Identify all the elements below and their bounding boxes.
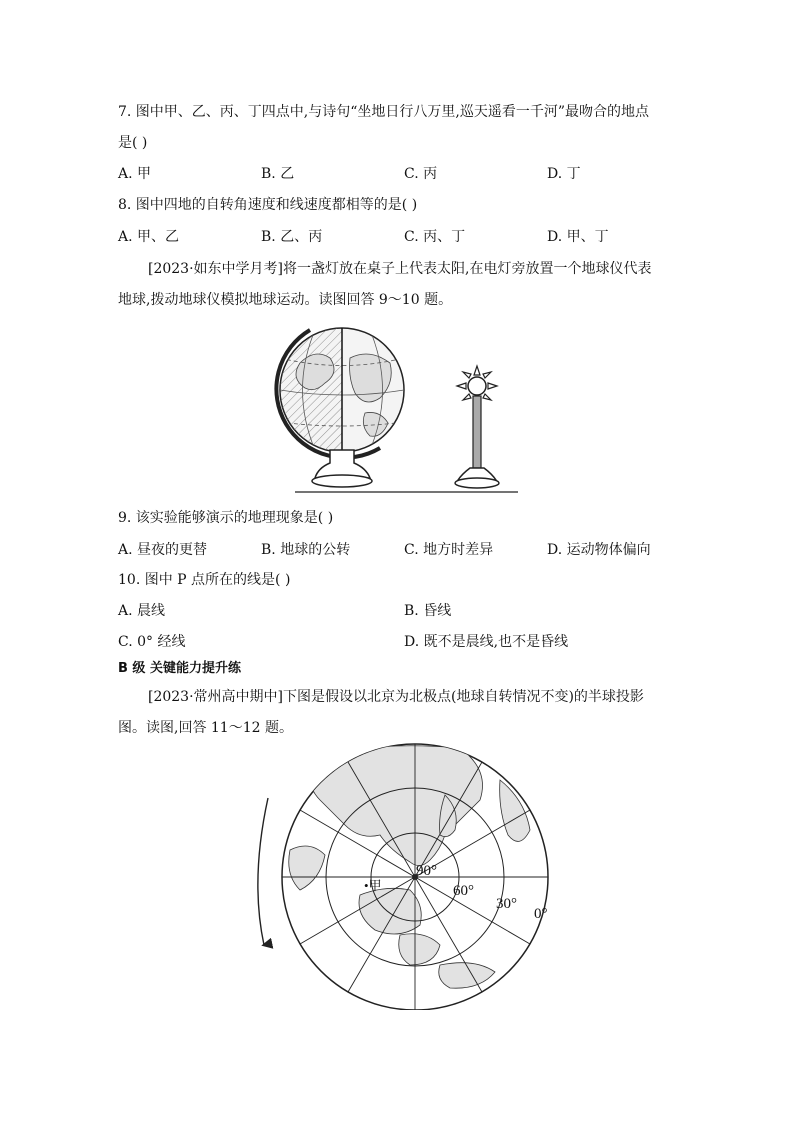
q10-option-c[interactable]: C. 0° 经线: [118, 634, 186, 650]
point-jia-label: •甲: [364, 878, 382, 893]
q10-option-d[interactable]: D. 既不是晨线,也不是昏线: [404, 634, 569, 650]
lamp-pole: [473, 396, 481, 468]
q7-option-c[interactable]: C. 丙: [404, 166, 438, 182]
q9-option-a[interactable]: A. 昼夜的更替: [118, 542, 208, 558]
q9-option-c[interactable]: C. 地方时差异: [404, 542, 494, 558]
label-0-degrees: 0°: [534, 906, 548, 922]
q8-option-a[interactable]: A. 甲、乙: [118, 229, 180, 245]
lamp-bulb: [468, 377, 486, 395]
section-b-heading: B 级 关键能力提升练: [118, 661, 241, 676]
q8-option-c[interactable]: C. 丙、丁: [404, 229, 466, 245]
q10-option-a[interactable]: A. 晨线: [118, 603, 166, 619]
label-30-degrees: 30°: [496, 896, 517, 912]
q9-option-b[interactable]: B. 地球的公转: [261, 542, 351, 558]
label-60-degrees: 60°: [453, 883, 474, 899]
q10-option-b[interactable]: B. 昏线: [404, 603, 452, 619]
globe-base: [312, 475, 372, 487]
intro-11-12-line2: 图。读图,回答 11～12 题。: [118, 720, 293, 736]
globe-lamp-figure: [270, 318, 525, 498]
q8-stem: 8. 图中四地的自转角速度和线速度都相等的是( ): [118, 197, 418, 213]
q9-option-d[interactable]: D. 运动物体偏向: [547, 542, 651, 558]
lamp-base: [455, 478, 499, 488]
polar-projection-map: [250, 740, 570, 1010]
label-90-degrees: 90°: [416, 863, 437, 879]
q7-option-b[interactable]: B. 乙: [261, 166, 295, 182]
q7-stem-line2: 是( ): [118, 135, 148, 151]
q8-option-b[interactable]: B. 乙、丙: [261, 229, 323, 245]
rotation-direction-arrow: [258, 798, 268, 945]
q8-option-d[interactable]: D. 甲、丁: [547, 229, 609, 245]
lamp: [455, 366, 499, 488]
q7-option-d[interactable]: D. 丁: [547, 166, 581, 182]
intro-11-12-line1: [2023·常州高中期中]下图是假设以北京为北极点(地球自转情况不变)的半球投影: [148, 689, 644, 705]
intro-9-10-line2: 地球,拨动地球仪模拟地球运动。读图回答 9～10 题。: [118, 292, 453, 308]
q9-stem: 9. 该实验能够演示的地理现象是( ): [118, 510, 334, 526]
q10-stem: 10. 图中 P 点所在的线是( ): [118, 572, 291, 588]
q7-stem-line1: 7. 图中甲、乙、丙、丁四点中,与诗句“坐地日行八万里,巡天遥看一千河”最吻合的地点: [118, 104, 650, 120]
intro-9-10-line1: [2023·如东中学月考]将一盏灯放在桌子上代表太阳,在电灯旁放置一个地球仪代表: [148, 261, 652, 277]
q7-option-a[interactable]: A. 甲: [118, 166, 152, 182]
